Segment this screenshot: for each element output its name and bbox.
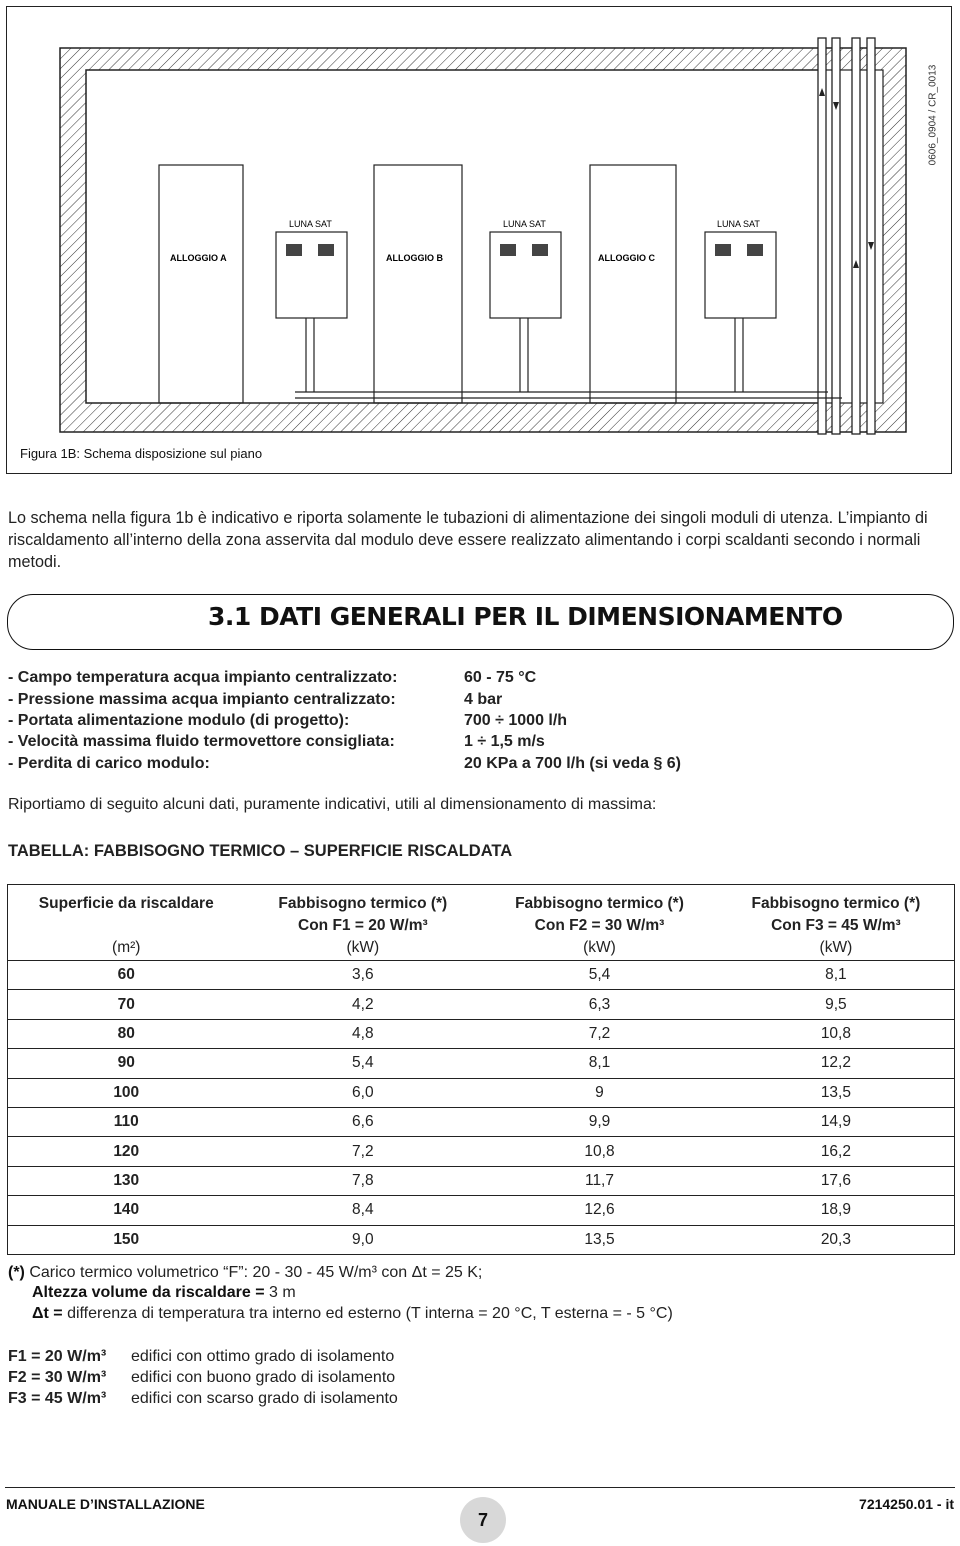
table-row bbox=[8, 1166, 955, 1195]
demand-cell: 17,6 bbox=[718, 1166, 955, 1195]
table-intro: Riportiamo di seguito alcuni dati, puramente indicativi, utili al dimensionamento di massima: bbox=[8, 796, 657, 813]
note-text: differenza di temperatura tra interno ed esterno (T interna = 20 °C, T esterna = - 5 °C) bbox=[62, 1305, 673, 1322]
spec-value: 60 - 75 °C bbox=[464, 669, 537, 686]
demand-cell: 9,9 bbox=[481, 1107, 718, 1136]
note-mark: (*) bbox=[8, 1264, 25, 1281]
surface-cell: 140 bbox=[8, 1196, 245, 1225]
demand-cell: 10,8 bbox=[718, 1019, 955, 1048]
footer-doc-code: 7214250.01 - it bbox=[859, 1496, 954, 1512]
surface-cell: 110 bbox=[8, 1107, 245, 1136]
intro-paragraph: Lo schema nella figura 1b è indicativo e riporta solamente le tubazioni di alimentazione dei singoli moduli di utenza. L’impianto di riscaldamento all’interno della zona asservita dal modulo deve essere realizzato alimentando i corpi scaldanti secondo i normali metodi. bbox=[8, 509, 928, 571]
note-text: Carico termico volumetrico “F”: 20 - 30 - 45 W/m³ con Δt = 25 K; bbox=[24, 1264, 483, 1281]
note-label: Altezza volume da riscaldare = bbox=[32, 1284, 265, 1301]
spec-label: - Perdita di carico modulo: bbox=[8, 755, 210, 772]
spec-row bbox=[8, 755, 948, 777]
demand-cell: 9,0 bbox=[245, 1225, 482, 1254]
section-title: 3.1 DATI GENERALI PER IL DIMENSIONAMENTO bbox=[208, 602, 843, 631]
header-unit: (kW) bbox=[583, 939, 616, 956]
spec-row bbox=[8, 669, 948, 691]
demand-cell: 7,8 bbox=[245, 1166, 482, 1195]
module-a-label: LUNA SAT bbox=[289, 219, 332, 229]
demand-cell: 11,7 bbox=[481, 1166, 718, 1195]
table-row bbox=[8, 1107, 955, 1136]
distribution-pipes bbox=[295, 392, 842, 398]
table-row bbox=[8, 1196, 955, 1225]
header-line: Con F3 = 45 W/m³ bbox=[771, 917, 901, 934]
demand-cell: 12,2 bbox=[718, 1049, 955, 1078]
demand-cell: 6,3 bbox=[481, 990, 718, 1019]
spec-value: 4 bar bbox=[464, 691, 503, 708]
table-body bbox=[8, 961, 955, 1255]
floor-plan-diagram bbox=[0, 0, 960, 480]
page-number-badge: 7 bbox=[460, 1497, 506, 1543]
apartment-c-label: ALLOGGIO C bbox=[598, 253, 655, 263]
apartment-a-outline bbox=[159, 165, 243, 403]
legend-text: edifici con buono grado di isolamento bbox=[131, 1369, 396, 1386]
spec-label: - Portata alimentazione modulo (di progetto): bbox=[8, 712, 350, 729]
header-unit: (m²) bbox=[112, 939, 141, 956]
header-line: Con F1 = 20 W/m³ bbox=[298, 917, 428, 934]
demand-cell: 4,8 bbox=[245, 1019, 482, 1048]
header-line: Fabbisogno termico (*) bbox=[751, 895, 921, 912]
demand-cell: 20,3 bbox=[718, 1225, 955, 1254]
demand-cell: 7,2 bbox=[245, 1137, 482, 1166]
spec-label: - Campo temperatura acqua impianto centralizzato: bbox=[8, 669, 398, 686]
table-row bbox=[8, 990, 955, 1019]
building-wall bbox=[60, 48, 906, 432]
legend-row bbox=[8, 1369, 395, 1387]
heat-demand-table bbox=[7, 884, 955, 1255]
demand-cell: 5,4 bbox=[245, 1049, 482, 1078]
demand-cell: 8,4 bbox=[245, 1196, 482, 1225]
legend-row bbox=[8, 1348, 394, 1366]
table-row bbox=[8, 1019, 955, 1048]
demand-cell: 18,9 bbox=[718, 1196, 955, 1225]
table-row bbox=[8, 1078, 955, 1107]
module-b-label: LUNA SAT bbox=[503, 219, 546, 229]
note-3 bbox=[32, 1305, 673, 1323]
note-label: Δt = bbox=[32, 1305, 63, 1322]
legend-key: F3 = 45 W/m³ bbox=[8, 1390, 107, 1407]
figure-caption: Figura 1B: Schema disposizione sul piano bbox=[20, 446, 263, 461]
note-2 bbox=[32, 1284, 296, 1302]
surface-cell: 80 bbox=[8, 1019, 245, 1048]
legend-key: F1 = 20 W/m³ bbox=[8, 1348, 107, 1365]
module-drops bbox=[306, 318, 743, 392]
demand-cell: 14,9 bbox=[718, 1107, 955, 1136]
demand-cell: 6,6 bbox=[245, 1107, 482, 1136]
demand-cell: 4,2 bbox=[245, 990, 482, 1019]
header-unit: (kW) bbox=[346, 939, 380, 956]
footer-rule bbox=[5, 1487, 955, 1488]
demand-cell: 3,6 bbox=[245, 961, 482, 990]
header-f2 bbox=[481, 885, 718, 961]
surface-cell: 130 bbox=[8, 1166, 245, 1195]
note-value: 3 m bbox=[264, 1284, 296, 1301]
module-boxes bbox=[276, 232, 776, 318]
table-row bbox=[8, 1137, 955, 1166]
spec-value: 20 KPa a 700 l/h (si veda § 6) bbox=[464, 755, 682, 772]
apartment-a-label: ALLOGGIO A bbox=[170, 253, 227, 263]
header-line: Con F2 = 30 W/m³ bbox=[534, 917, 665, 934]
surface-cell: 60 bbox=[8, 961, 245, 990]
apartment-c-outline bbox=[590, 165, 676, 403]
legend-row bbox=[8, 1390, 398, 1408]
demand-cell: 6,0 bbox=[245, 1078, 482, 1107]
note-1 bbox=[8, 1264, 482, 1282]
surface-cell: 70 bbox=[8, 990, 245, 1019]
spec-label: - Velocità massima fluido termovettore consigliata: bbox=[8, 733, 395, 750]
demand-cell: 12,6 bbox=[481, 1196, 718, 1225]
header-line: Fabbisogno termico (*) bbox=[278, 895, 448, 912]
spec-label: - Pressione massima acqua impianto centralizzato: bbox=[8, 691, 396, 708]
header-line bbox=[9, 915, 244, 937]
header-unit: (kW) bbox=[819, 939, 853, 956]
table-row bbox=[8, 1225, 955, 1254]
demand-cell: 9,5 bbox=[718, 990, 955, 1019]
header-line: Fabbisogno termico (*) bbox=[515, 895, 684, 912]
demand-cell: 13,5 bbox=[481, 1225, 718, 1254]
demand-cell: 9 bbox=[481, 1078, 718, 1107]
spec-value: 700 ÷ 1000 l/h bbox=[464, 712, 568, 729]
header-surface bbox=[8, 885, 245, 961]
surface-cell: 120 bbox=[8, 1137, 245, 1166]
spec-row bbox=[8, 691, 948, 713]
demand-cell: 8,1 bbox=[718, 961, 955, 990]
legend-text: edifici con scarso grado di isolamento bbox=[131, 1390, 398, 1407]
demand-cell: 8,1 bbox=[481, 1049, 718, 1078]
demand-cell: 16,2 bbox=[718, 1137, 955, 1166]
demand-cell: 5,4 bbox=[481, 961, 718, 990]
surface-cell: 100 bbox=[8, 1078, 245, 1107]
figure-code: 0606_0904 / CR_0013 bbox=[927, 64, 939, 166]
apartment-b-outline bbox=[374, 165, 462, 403]
header-f3 bbox=[718, 885, 955, 961]
demand-cell: 10,8 bbox=[481, 1137, 718, 1166]
footer-manual-title: MANUALE D’INSTALLAZIONE bbox=[6, 1496, 205, 1512]
demand-cell: 7,2 bbox=[481, 1019, 718, 1048]
surface-cell: 90 bbox=[8, 1049, 245, 1078]
spec-value: 1 ÷ 1,5 m/s bbox=[464, 733, 545, 750]
apartment-b-label: ALLOGGIO B bbox=[386, 253, 443, 263]
spec-row bbox=[8, 733, 948, 755]
table-row bbox=[8, 961, 955, 990]
table-row bbox=[8, 1049, 955, 1078]
table-header-row bbox=[8, 885, 955, 961]
legend-text: edifici con ottimo grado di isolamento bbox=[131, 1348, 395, 1365]
module-c-label: LUNA SAT bbox=[717, 219, 760, 229]
legend-key: F2 = 30 W/m³ bbox=[8, 1369, 107, 1386]
header-line: Superficie da riscaldare bbox=[38, 895, 214, 912]
spec-row bbox=[8, 712, 948, 734]
surface-cell: 150 bbox=[8, 1225, 245, 1254]
demand-cell: 13,5 bbox=[718, 1078, 955, 1107]
header-f1 bbox=[245, 885, 482, 961]
table-title: TABELLA: FABBISOGNO TERMICO – SUPERFICIE RISCALDATA bbox=[8, 842, 513, 860]
